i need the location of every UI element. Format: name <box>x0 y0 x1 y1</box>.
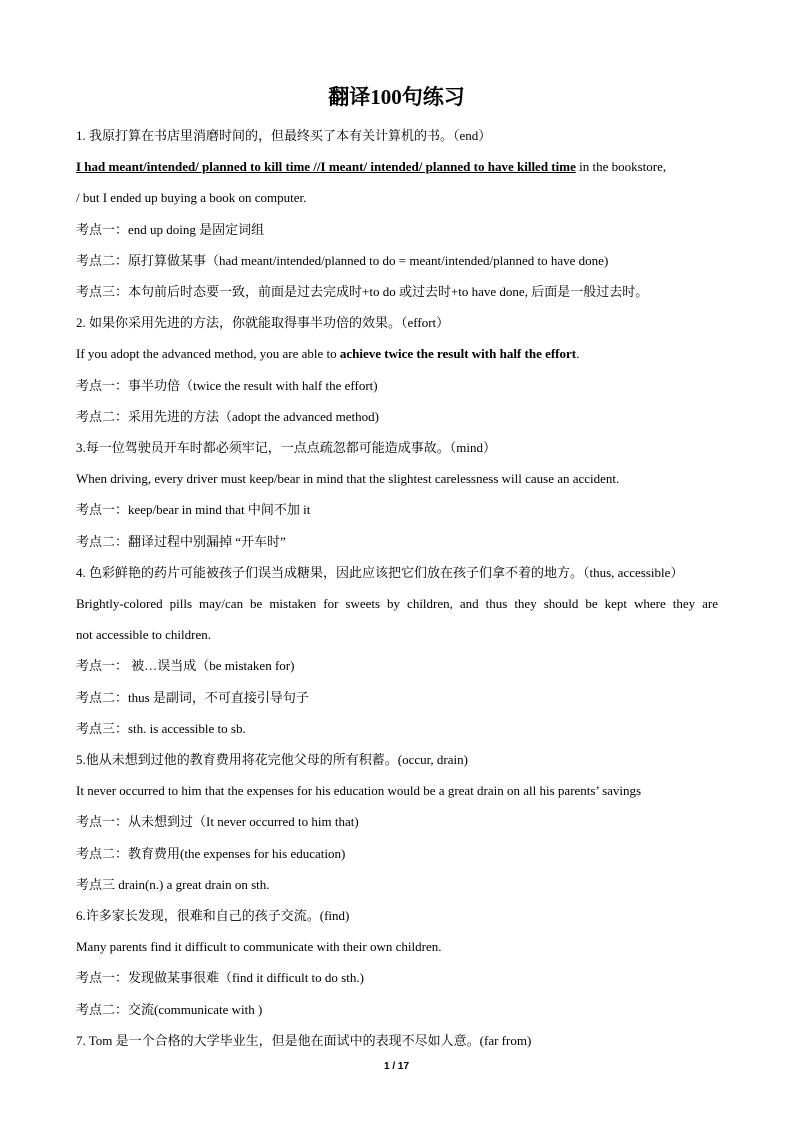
point-6-1: 考点一：发现做某事很难（find it difficult to do sth.) <box>76 970 364 986</box>
question-5: 5.他从未想到过他的教育费用将花完他父母的所有积蓄。(occur, drain) <box>76 752 468 768</box>
answer-6: Many parents find it difficult to communicate with their own children. <box>76 939 442 955</box>
point-5-1: 考点一：从未想到过（It never occurred to him that) <box>76 814 359 830</box>
answer-2-highlight: achieve twice the result with half the effort <box>339 346 577 362</box>
answer-1-text: in the bookstore, <box>575 159 667 175</box>
answer-4-line-1: Brightly-colored pills may/can be mistaken for sweets by children, and thus they should be kept where they are <box>76 596 718 612</box>
answer-1-line-1 <box>76 151 718 182</box>
page-number: 1 / 17 <box>383 1061 410 1072</box>
point-5-3: 考点三 drain(n.) a great drain on sth. <box>76 876 270 892</box>
answer-2 <box>76 338 718 369</box>
point-2-1: 考点一：事半功倍（twice the result with half the effort) <box>76 377 378 393</box>
point-2-2: 考点二：采用先进的方法（adopt the advanced method) <box>76 408 379 424</box>
answer-4-line-2: not accessible to children. <box>76 627 212 643</box>
point-5-2: 考点二：教育费用(the expenses for his education) <box>76 845 346 861</box>
answer-3: When driving, every driver must keep/bear in mind that the slightest carelessness will cause an accident. <box>76 471 620 487</box>
answer-5: It never occurred to him that the expenses for his education would be a great drain on all his parents’ savings <box>76 783 642 799</box>
point-1-1: 考点一：end up doing 是固定词组 <box>76 221 265 237</box>
point-1-3: 考点三：本句前后时态要一致，前面是过去完成时+to do 或过去时+to have done, 后面是一般过去时。 <box>76 284 649 300</box>
document-body <box>76 120 718 1056</box>
point-3-1: 考点一：keep/bear in mind that 中间不加 it <box>76 502 311 518</box>
point-4-2: 考点二：thus 是副词，不可直接引导句子 <box>76 689 309 705</box>
question-2: 2. 如果你采用先进的方法，你就能取得事半功倍的效果。（effort） <box>76 315 450 331</box>
answer-1-highlight: I had meant/intended/ planned to kill time //I meant/ intended/ planned to have killed time <box>76 159 576 175</box>
point-1-2: 考点二：原打算做某事（had meant/intended/planned to do = meant/intended/planned to have done) <box>76 252 609 268</box>
answer-2-post: . <box>576 346 580 362</box>
point-3-2: 考点二：翻译过程中别漏掉 “开车时” <box>76 533 286 549</box>
point-4-1: 考点一： 被…误当成（be mistaken for) <box>76 658 295 674</box>
question-6: 6.许多家长发现，很难和自己的孩子交流。(find) <box>76 908 350 924</box>
question-1: 1. 我原打算在书店里消磨时间的，但最终买了本有关计算机的书。（end） <box>76 128 492 143</box>
answer-2-pre: If you adopt the advanced method, you are able to <box>76 346 340 362</box>
page-title: 翻译100句练习 <box>328 85 465 109</box>
answer-1-line-2: / but I ended up buying a book on computer. <box>76 190 307 206</box>
question-3: 3.每一位驾驶员开车时都必须牢记，一点点疏忽都可能造成事故。（mind） <box>76 440 496 456</box>
point-4-3: 考点三：sth. is accessible to sb. <box>76 720 246 736</box>
point-6-2: 考点二：交流(communicate with ) <box>76 1001 263 1017</box>
question-4: 4. 色彩鲜艳的药片可能被孩子们误当成糖果，因此应该把它们放在孩子们拿不着的地方。（thus, accessible） <box>76 564 684 580</box>
question-7: 7. Tom 是一个合格的大学毕业生，但是他在面试中的表现不尽如人意。(far from) <box>76 1032 532 1048</box>
